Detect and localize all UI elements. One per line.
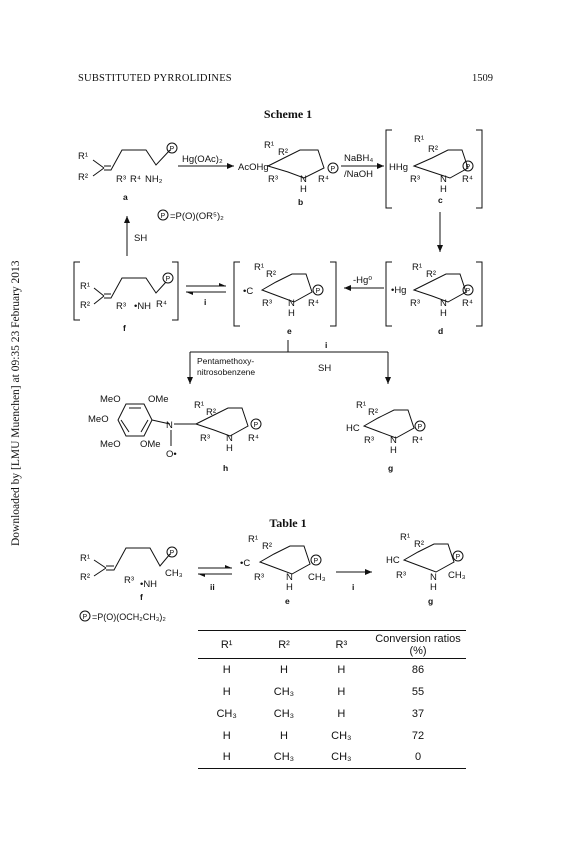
svg-text:R¹: R¹ — [254, 262, 265, 273]
svg-text:CH₃: CH₃ — [308, 572, 326, 583]
svg-text:R¹: R¹ — [248, 534, 259, 545]
svg-text:c: c — [438, 195, 443, 205]
svg-text:N: N — [166, 420, 173, 431]
svg-text:f: f — [123, 323, 126, 333]
table-cell: H — [280, 729, 288, 742]
svg-text:N: N — [226, 433, 233, 444]
table-cell: CH₃ — [331, 729, 352, 742]
svg-text:P: P — [313, 558, 319, 565]
svg-text:R¹: R¹ — [264, 140, 275, 151]
svg-text:R²: R² — [78, 172, 89, 183]
reagent-sh-upper: SH — [134, 233, 148, 244]
svg-text:N: N — [300, 174, 307, 185]
table-cell: H — [337, 663, 346, 676]
svg-text:R³: R³ — [262, 298, 273, 309]
table-row — [198, 659, 466, 681]
svg-text:P: P — [455, 554, 461, 561]
svg-text:R²: R² — [80, 300, 91, 311]
reagent-hg0: -Hg⁰ — [353, 275, 373, 286]
svg-text:H: H — [440, 184, 447, 195]
svg-text:R³: R³ — [116, 174, 127, 185]
svg-text:OMe: OMe — [148, 394, 169, 405]
svg-text:R²: R² — [368, 407, 379, 418]
table-row — [198, 681, 466, 703]
svg-text:HC: HC — [346, 423, 360, 434]
svg-text:P: P — [465, 288, 471, 295]
svg-text:H: H — [390, 445, 397, 456]
svg-text:R¹: R¹ — [414, 134, 425, 145]
svg-text:R²: R² — [278, 147, 289, 158]
svg-text:OMe: OMe — [140, 439, 161, 450]
svg-text:P: P — [330, 166, 336, 173]
table-cell: H — [222, 663, 231, 676]
svg-text:N: N — [286, 572, 293, 583]
table-compound-f — [80, 547, 183, 602]
table-reagent-ii: ii — [210, 582, 215, 592]
table-cell: H — [337, 707, 346, 720]
svg-text:h: h — [223, 463, 229, 473]
svg-text:b: b — [298, 197, 304, 207]
col-r3: R³ — [335, 638, 348, 651]
svg-text:HC: HC — [386, 555, 400, 566]
svg-text:R¹: R¹ — [78, 151, 89, 162]
svg-text:R¹: R¹ — [412, 262, 423, 273]
table-p-definition: =P(O)(OCH₂CH₃)₂ — [92, 612, 166, 622]
svg-text:R⁴: R⁴ — [156, 299, 167, 310]
svg-text:HHg: HHg — [389, 162, 409, 173]
reagent-pentamethoxy-1: Pentamethoxy- — [197, 356, 255, 366]
svg-text:N: N — [430, 572, 437, 583]
scheme-title: Scheme 1 — [263, 107, 313, 121]
reagent-hg-oac: Hg(OAc)₂ — [182, 154, 223, 165]
running-head: SUBSTITUTED PYRROLIDINES — [78, 73, 232, 84]
table-cell: CH₃ — [273, 751, 295, 764]
svg-text:e: e — [287, 326, 292, 336]
svg-text:R⁴: R⁴ — [318, 174, 329, 185]
reagent-pentamethoxy-2: nitrosobenzene — [197, 367, 256, 377]
svg-text:R⁴: R⁴ — [248, 433, 259, 444]
table-cell: H — [222, 729, 231, 742]
reagent-i-eq: i — [204, 297, 207, 307]
svg-text:R⁴: R⁴ — [412, 435, 423, 446]
table-cell: H — [222, 751, 231, 764]
svg-text:•NH: •NH — [140, 579, 158, 590]
svg-text:R²: R² — [426, 269, 437, 280]
table-header-row — [198, 631, 466, 659]
svg-text:N: N — [390, 435, 397, 446]
reagent-i-branch: i — [325, 340, 328, 350]
svg-text:P: P — [253, 422, 259, 429]
svg-text:H: H — [430, 582, 437, 593]
table-cell: CH₃ — [273, 707, 295, 720]
col-r2: R² — [278, 638, 290, 651]
download-watermark: Downloaded by [LMU Muenchen] at 09:35 23 February 2013 — [10, 260, 22, 546]
svg-text:P: P — [169, 146, 175, 153]
svg-text:R²: R² — [428, 144, 439, 155]
svg-text:R⁴: R⁴ — [462, 174, 473, 185]
svg-text:•C: •C — [240, 558, 251, 569]
svg-text:N: N — [288, 298, 295, 309]
svg-text:H: H — [440, 308, 447, 319]
svg-text:P: P — [82, 614, 88, 621]
table-cell: 0 — [414, 751, 422, 764]
page-number: 1509 — [472, 73, 493, 84]
svg-text:R³: R³ — [410, 298, 421, 309]
svg-text:R⁴: R⁴ — [130, 174, 141, 185]
table-cell: 72 — [411, 729, 425, 742]
svg-text:CH₃: CH₃ — [165, 568, 183, 579]
p-definition: =P(O)(OR⁵)₂ — [170, 211, 224, 222]
svg-text:P: P — [315, 288, 321, 295]
svg-text:P: P — [165, 276, 171, 283]
svg-text:R²: R² — [414, 539, 425, 550]
svg-text:R⁴: R⁴ — [462, 298, 473, 309]
svg-text:MeO: MeO — [100, 439, 121, 450]
svg-text:R³: R³ — [364, 435, 375, 446]
conversion-table — [198, 630, 466, 769]
svg-text:MeO: MeO — [100, 394, 121, 405]
table-cell: 37 — [411, 707, 425, 720]
col-r1: R¹ — [220, 638, 233, 651]
svg-text:CH₃: CH₃ — [448, 570, 466, 581]
svg-text:g: g — [388, 463, 394, 473]
svg-text:•NH: •NH — [134, 301, 152, 312]
table-cell: CH₃ — [331, 751, 352, 764]
svg-text:f: f — [140, 592, 143, 602]
table-cell: H — [280, 663, 288, 676]
svg-text:R³: R³ — [116, 301, 127, 312]
svg-text:H: H — [300, 184, 307, 195]
table-title: Table 1 — [269, 516, 307, 530]
svg-text:R³: R³ — [254, 572, 265, 583]
svg-text:R¹: R¹ — [194, 400, 205, 411]
table-row — [198, 703, 466, 725]
svg-text:H: H — [226, 443, 233, 454]
svg-text:R³: R³ — [410, 174, 421, 185]
table-compound-e — [240, 534, 326, 606]
svg-text:e: e — [285, 596, 290, 606]
svg-text:R²: R² — [262, 541, 273, 552]
svg-text:MeO: MeO — [88, 414, 109, 425]
svg-text:a: a — [123, 192, 128, 202]
svg-text:R³: R³ — [396, 570, 407, 581]
svg-text:N: N — [440, 298, 447, 309]
svg-text:R³: R³ — [268, 174, 279, 185]
svg-text:AcOHg: AcOHg — [238, 162, 269, 173]
table-cell: CH₃ — [216, 707, 237, 720]
svg-text:NH₂: NH₂ — [145, 174, 163, 185]
reagent-nabh4: NaBH₄ — [344, 153, 374, 164]
table-reagent-i: i — [352, 582, 355, 592]
table-compound-g — [386, 532, 466, 606]
svg-text:R²: R² — [206, 407, 217, 418]
svg-text:•C: •C — [243, 286, 254, 297]
svg-text:P: P — [465, 164, 471, 171]
svg-text:O•: O• — [166, 449, 177, 460]
table-cell: 55 — [411, 685, 425, 698]
table-row — [198, 747, 466, 769]
svg-text:R²: R² — [266, 269, 277, 280]
svg-text:R²: R² — [80, 572, 91, 583]
svg-text:R⁴: R⁴ — [308, 298, 319, 309]
svg-text:P: P — [160, 213, 166, 220]
svg-text:g: g — [428, 596, 434, 606]
svg-text:R¹: R¹ — [356, 400, 367, 411]
svg-text:H: H — [286, 582, 293, 593]
col-conversion: Conversion ratios (%) — [375, 632, 461, 657]
table-cell: 86 — [411, 663, 425, 676]
table-cell: CH₃ — [273, 685, 295, 698]
svg-text:P: P — [169, 550, 175, 557]
svg-text:R¹: R¹ — [80, 281, 91, 292]
svg-text:H: H — [288, 308, 295, 319]
svg-text:R³: R³ — [124, 575, 135, 586]
svg-text:P: P — [417, 424, 423, 431]
svg-text:N: N — [440, 174, 447, 185]
svg-text:d: d — [438, 326, 444, 336]
reagent-sh-branch: SH — [318, 363, 332, 374]
svg-text:R¹: R¹ — [80, 553, 91, 564]
table-cell: H — [337, 685, 346, 698]
reagent-naoh: /NaOH — [344, 169, 374, 180]
table-row — [198, 725, 466, 747]
svg-text:R¹: R¹ — [400, 532, 411, 543]
svg-text:R³: R³ — [200, 433, 211, 444]
svg-text:•Hg: •Hg — [391, 285, 407, 296]
table-cell: H — [222, 685, 231, 698]
